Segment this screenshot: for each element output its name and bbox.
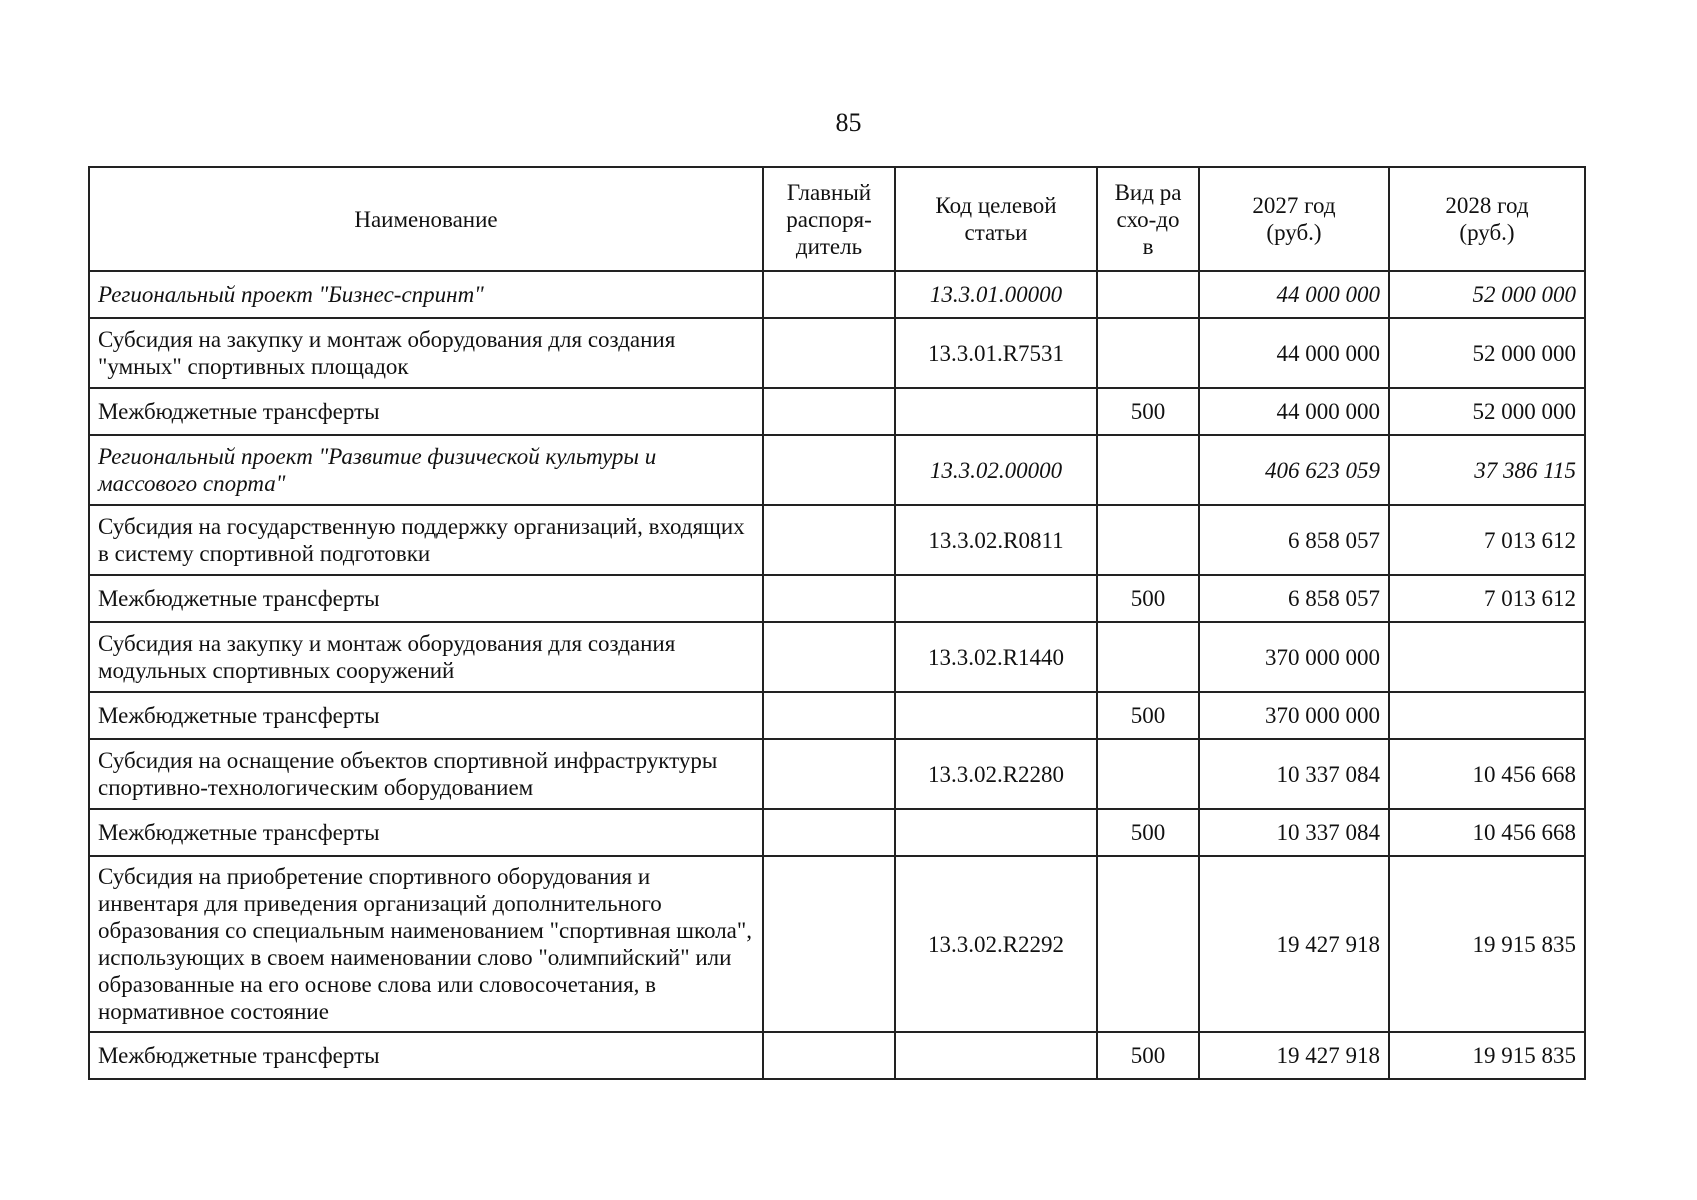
cell-2027: 370 000 000 (1199, 692, 1389, 739)
cell-name: Региональный проект "Бизнес-спринт" (89, 271, 763, 318)
header-name: Наименование (89, 167, 763, 271)
table-row (89, 435, 1585, 505)
header-type-text: Вид расхо-дов (1114, 179, 1182, 259)
table-row (89, 692, 1585, 739)
cell-manager (763, 505, 895, 575)
cell-type: 500 (1097, 692, 1199, 739)
cell-manager (763, 622, 895, 692)
cell-2027: 44 000 000 (1199, 388, 1389, 435)
cell-manager (763, 739, 895, 809)
cell-2028: 7 013 612 (1389, 505, 1585, 575)
table-row (89, 388, 1585, 435)
table-row (89, 622, 1585, 692)
cell-code: 13.3.02.R2292 (895, 856, 1097, 1032)
cell-type (1097, 505, 1199, 575)
cell-2027: 10 337 084 (1199, 809, 1389, 856)
cell-2027: 370 000 000 (1199, 622, 1389, 692)
cell-manager (763, 575, 895, 622)
table-header-row (89, 167, 1585, 271)
cell-2027: 44 000 000 (1199, 318, 1389, 388)
cell-2028: 52 000 000 (1389, 388, 1585, 435)
cell-type (1097, 622, 1199, 692)
cell-2027: 19 427 918 (1199, 856, 1389, 1032)
cell-name: Региональный проект "Развитие физической культуры и массового спорта" (89, 435, 763, 505)
cell-2028: 19 915 835 (1389, 856, 1585, 1032)
cell-code: 13.3.02.R0811 (895, 505, 1097, 575)
cell-manager (763, 318, 895, 388)
cell-code (895, 692, 1097, 739)
header-manager-text: Главный распоря-дитель (786, 179, 872, 259)
page-number: 85 (835, 108, 862, 137)
cell-manager (763, 809, 895, 856)
cell-type (1097, 435, 1199, 505)
cell-type (1097, 856, 1199, 1032)
cell-code (895, 388, 1097, 435)
cell-type: 500 (1097, 388, 1199, 435)
cell-2028: 37 386 115 (1389, 435, 1585, 505)
cell-2028: 10 456 668 (1389, 809, 1585, 856)
cell-type (1097, 271, 1199, 318)
cell-2028: 10 456 668 (1389, 739, 1585, 809)
cell-code (895, 575, 1097, 622)
cell-code: 13.3.01.R7531 (895, 318, 1097, 388)
cell-2028: 19 915 835 (1389, 1032, 1585, 1079)
header-manager (763, 167, 895, 271)
table-row (89, 1032, 1585, 1079)
cell-code (895, 1032, 1097, 1079)
cell-2028: 7 013 612 (1389, 575, 1585, 622)
cell-2027: 406 623 059 (1199, 435, 1389, 505)
table-row (89, 318, 1585, 388)
table-row (89, 739, 1585, 809)
header-type (1097, 167, 1199, 271)
cell-manager (763, 1032, 895, 1079)
cell-manager (763, 271, 895, 318)
header-2028-text: 2028 год (руб.) (1445, 193, 1529, 245)
cell-code (895, 809, 1097, 856)
cell-type: 500 (1097, 1032, 1199, 1079)
cell-name: Субсидия на государственную поддержку организаций, входящих в систему спортивной подготовки (89, 505, 763, 575)
header-2028 (1389, 167, 1585, 271)
cell-name: Межбюджетные трансферты (89, 692, 763, 739)
cell-name: Субсидия на приобретение спортивного оборудования и инвентаря для приведения организаций дополнительного образования со специальным наименованием "спортивная школа", использующих в своем наименовании слово "олимпийский" или образованные на его основе слова или словосочетания, в нормативное состояние (89, 856, 763, 1032)
cell-2027: 6 858 057 (1199, 505, 1389, 575)
cell-name: Межбюджетные трансферты (89, 388, 763, 435)
cell-name: Субсидия на закупку и монтаж оборудования для создания "умных" спортивных площадок (89, 318, 763, 388)
header-code-text: Код целевой статьи (935, 193, 1057, 245)
header-2027 (1199, 167, 1389, 271)
cell-2027: 19 427 918 (1199, 1032, 1389, 1079)
cell-name: Межбюджетные трансферты (89, 809, 763, 856)
header-2027-text: 2027 год (руб.) (1252, 193, 1336, 245)
cell-manager (763, 692, 895, 739)
cell-name: Межбюджетные трансферты (89, 1032, 763, 1079)
cell-2027: 44 000 000 (1199, 271, 1389, 318)
cell-code: 13.3.02.R1440 (895, 622, 1097, 692)
table-row (89, 271, 1585, 318)
table-row (89, 809, 1585, 856)
cell-name: Межбюджетные трансферты (89, 575, 763, 622)
cell-2028 (1389, 692, 1585, 739)
cell-code: 13.3.02.R2280 (895, 739, 1097, 809)
cell-name: Субсидия на оснащение объектов спортивной инфраструктуры спортивно-технологическим оборудованием (89, 739, 763, 809)
cell-2028: 52 000 000 (1389, 271, 1585, 318)
cell-type: 500 (1097, 575, 1199, 622)
cell-2028 (1389, 622, 1585, 692)
table-row (89, 505, 1585, 575)
cell-name: Субсидия на закупку и монтаж оборудования для создания модульных спортивных сооружений (89, 622, 763, 692)
cell-2027: 10 337 084 (1199, 739, 1389, 809)
cell-code: 13.3.01.00000 (895, 271, 1097, 318)
table-row (89, 856, 1585, 1032)
cell-manager (763, 388, 895, 435)
header-code (895, 167, 1097, 271)
budget-table (88, 166, 1586, 1080)
cell-2028: 52 000 000 (1389, 318, 1585, 388)
cell-code: 13.3.02.00000 (895, 435, 1097, 505)
cell-type: 500 (1097, 809, 1199, 856)
cell-type (1097, 739, 1199, 809)
table-row (89, 575, 1585, 622)
cell-manager (763, 856, 895, 1032)
cell-2027: 6 858 057 (1199, 575, 1389, 622)
cell-manager (763, 435, 895, 505)
cell-type (1097, 318, 1199, 388)
